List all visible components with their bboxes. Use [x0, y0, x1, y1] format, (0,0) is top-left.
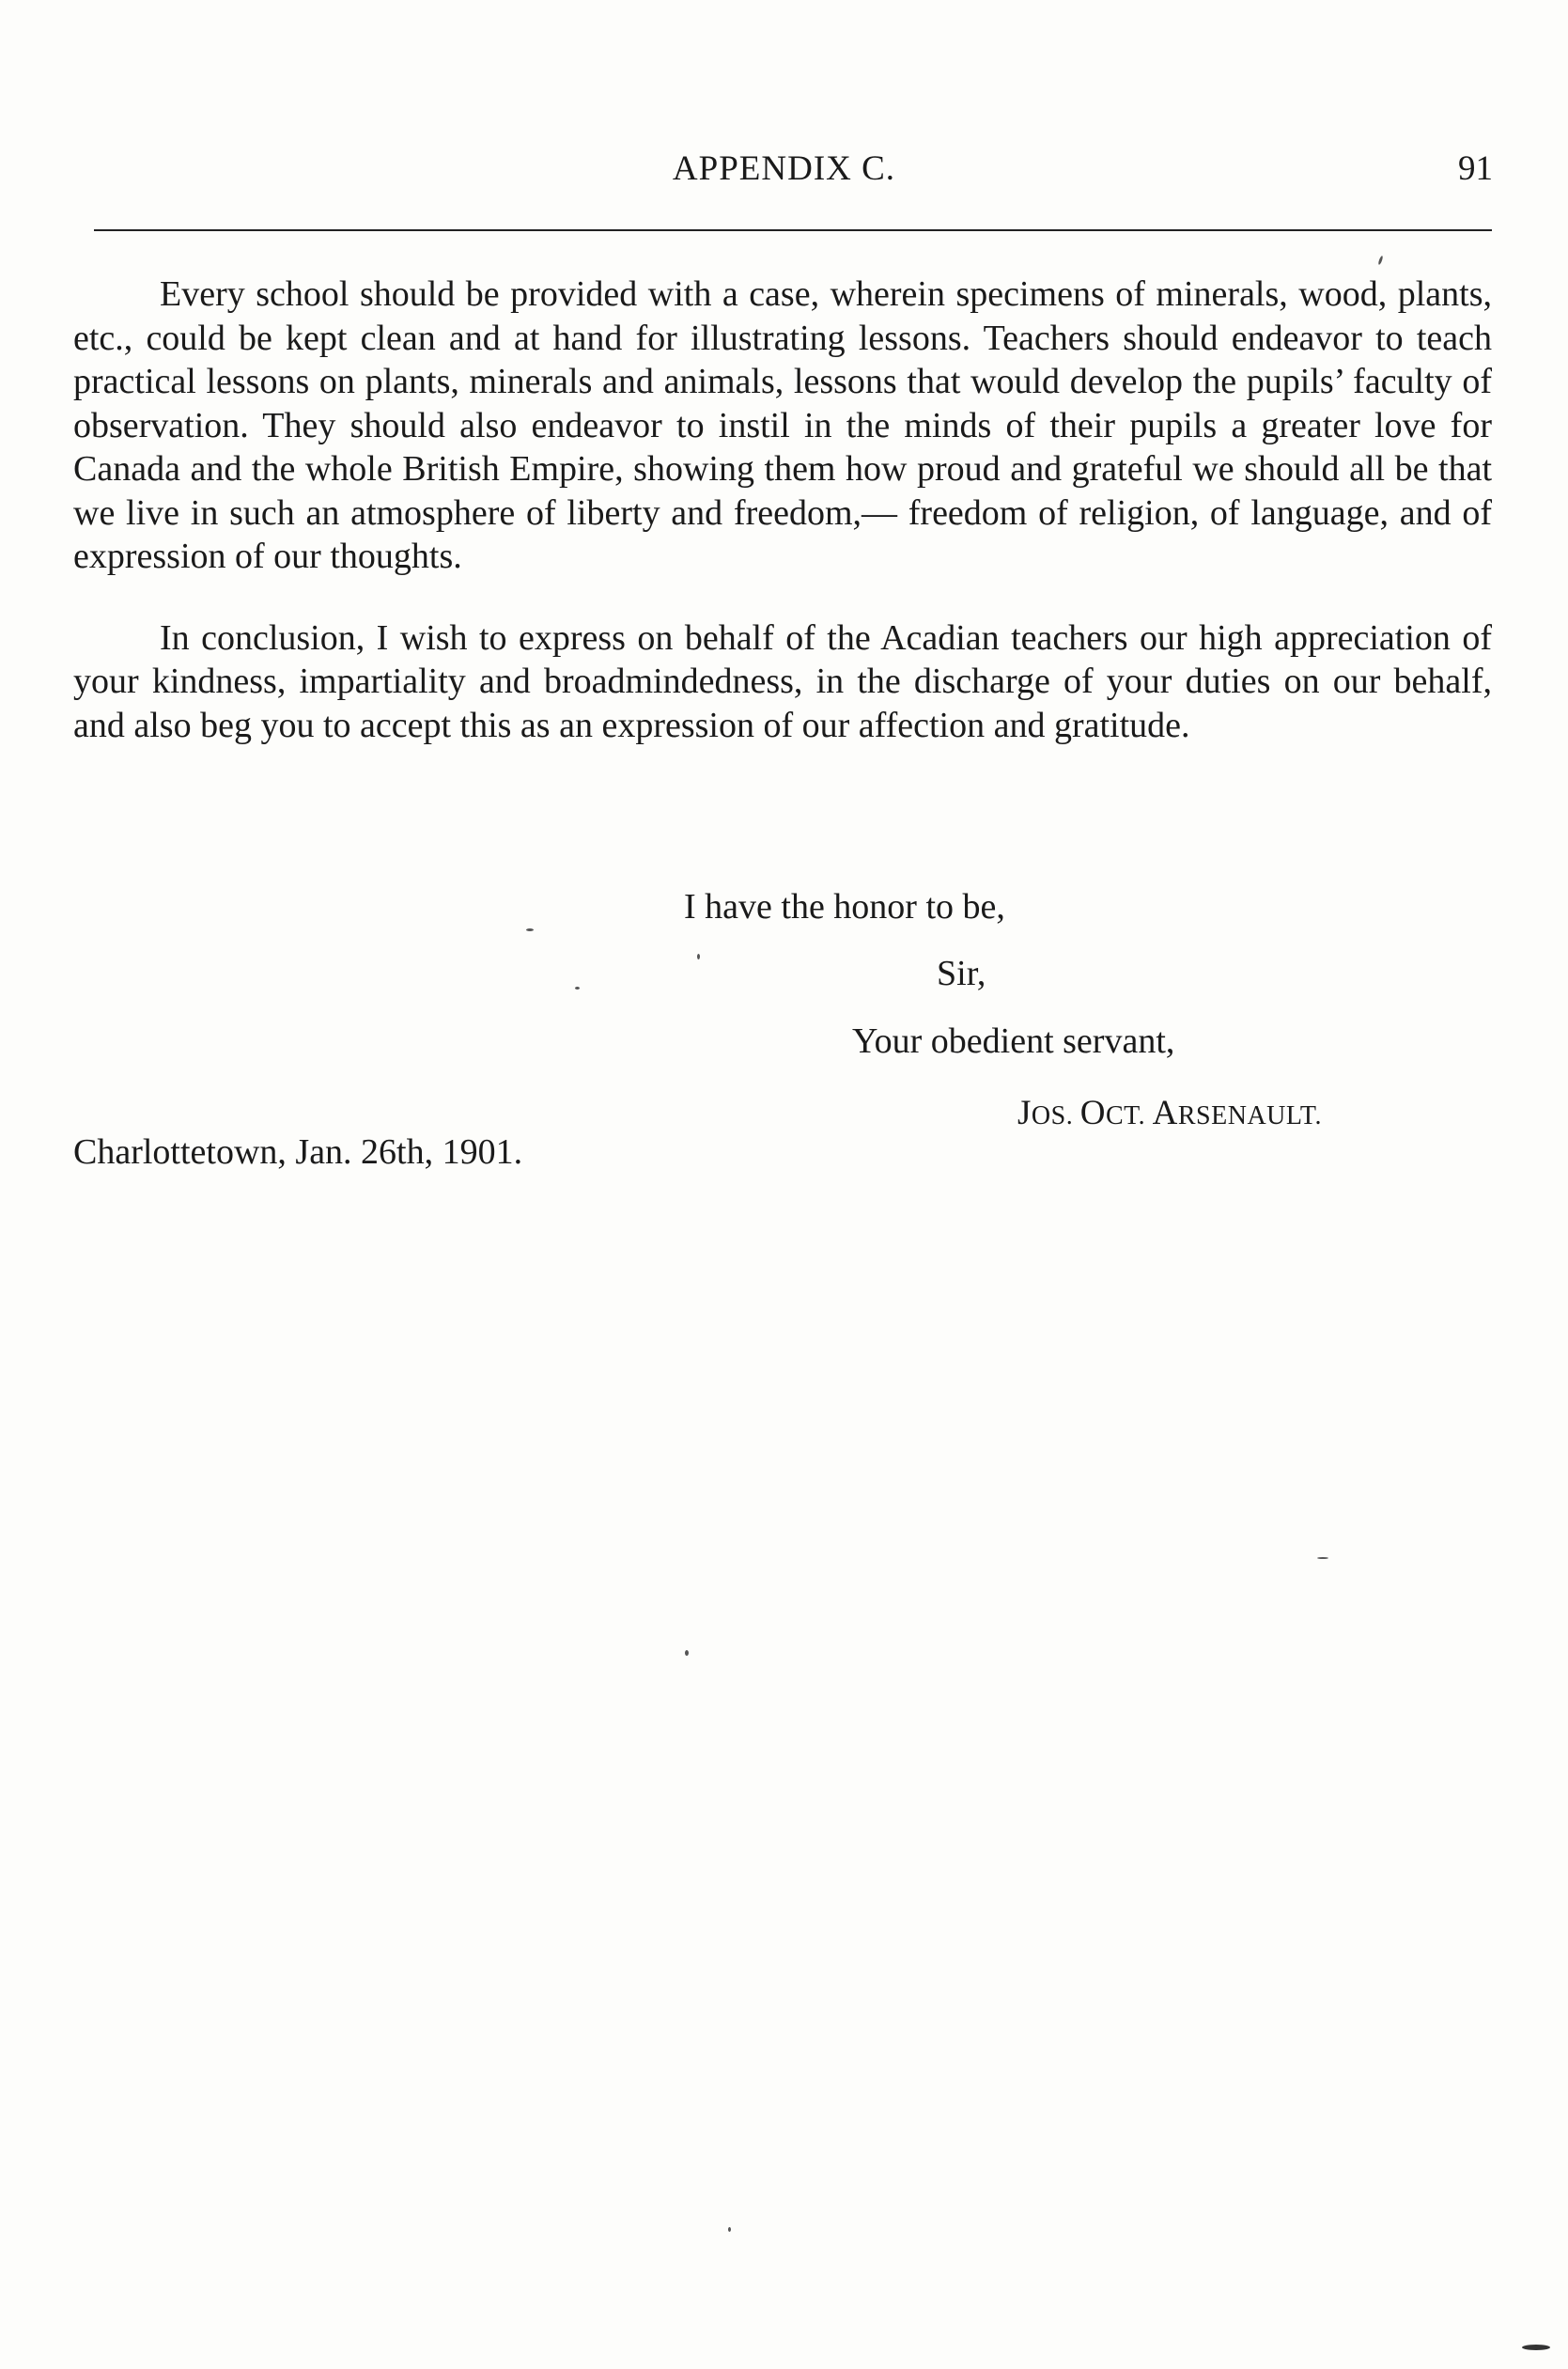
closing-obedient-servant: Your obedient servant,	[852, 1021, 1175, 1061]
scan-speck	[1522, 2345, 1550, 2350]
place-and-date: Charlottetown, Jan. 26th, 1901.	[73, 1132, 523, 1172]
signature-part: CT.	[1105, 1101, 1153, 1130]
closing-salutation: Sir,	[937, 954, 986, 993]
signature-part: J	[1017, 1094, 1032, 1132]
signature-part: OS.	[1031, 1101, 1080, 1130]
scan-speck	[728, 2227, 731, 2232]
signature-part: O	[1079, 1094, 1106, 1132]
running-head	[0, 148, 1568, 195]
closing-honor-line: I have the honor to be,	[684, 887, 1005, 927]
letter-body	[73, 273, 1492, 747]
scan-speck	[1377, 256, 1383, 265]
scan-speck	[526, 928, 534, 931]
scan-speck	[697, 954, 700, 959]
paragraph-conclusion: In conclusion, I wish to express on behalf of the Acadian teachers our high appreciation of your kindness, impartiality and broadmindedness, in the discharge of your duties on our behalf, and also beg you to accept this as an expression of our affection and gratitude.	[73, 617, 1492, 745]
scan-speck	[575, 987, 580, 990]
signature-part: A	[1152, 1094, 1178, 1132]
paragraph-school-specimens: Every school should be provided with a case, wherein specimens of minerals, wood, plants, etc., could be kept clean and at hand for illustrating lessons. Teachers should endeavor to teach practical lessons on plants, minerals and animals, lessons that would develop the pupils’ faculty of observation. They should also endeavor to instil in the minds of their pupils a greater love for Canada and the whole British Empire, showing them how proud and grateful we should all be that we live in such an atmosphere of liberty and freedom,— freedom of religion, of language, and of expression of our thoughts.	[73, 274, 1492, 576]
running-title: APPENDIX C.	[672, 149, 896, 188]
signature-part: RSENAULT.	[1177, 1101, 1322, 1130]
signature-name	[1017, 1093, 1322, 1133]
page-number: 91	[1458, 149, 1493, 188]
header-rule	[94, 229, 1492, 231]
scan-speck	[1317, 1557, 1328, 1559]
scan-speck	[685, 1650, 689, 1656]
